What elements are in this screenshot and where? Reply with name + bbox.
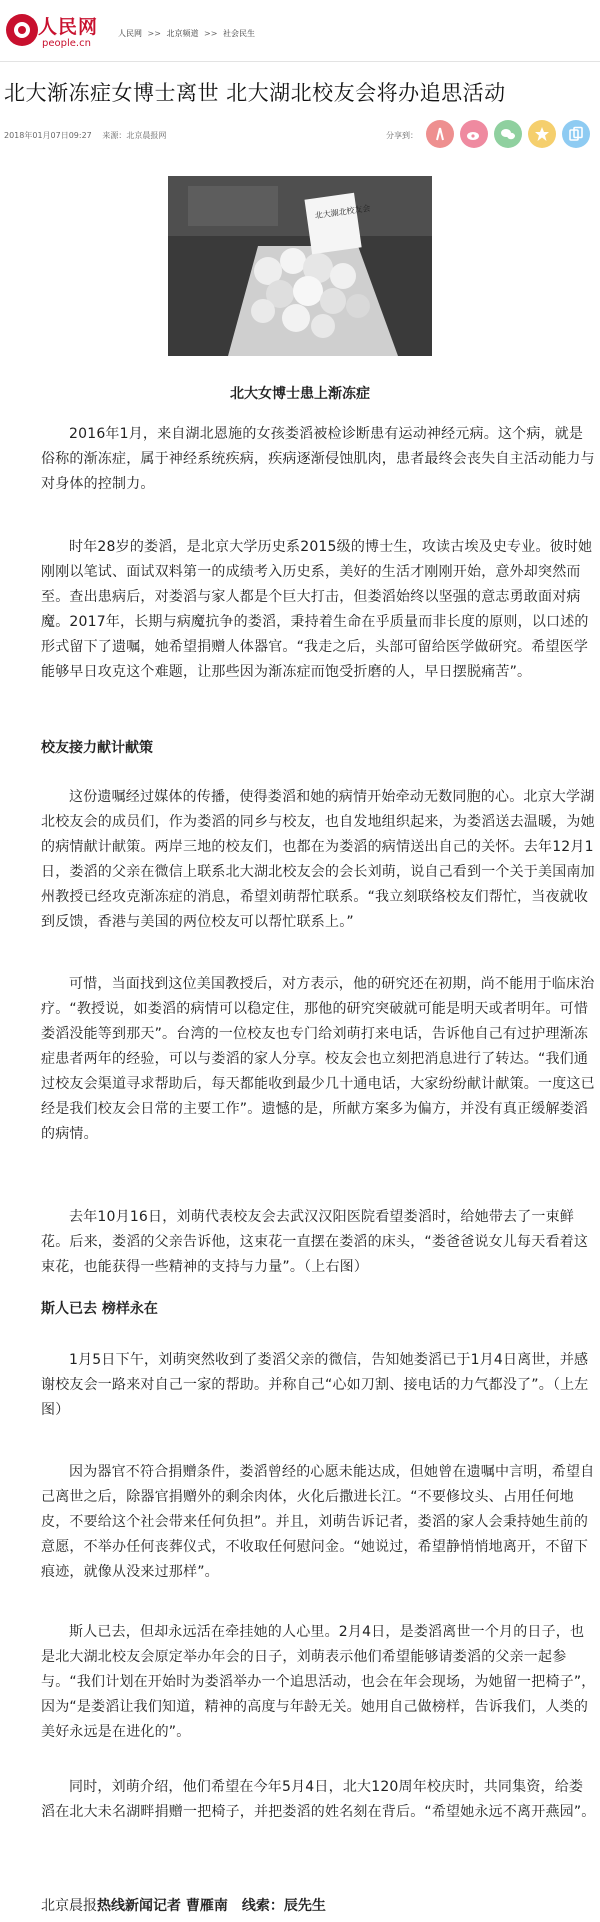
share-copy-button[interactable] <box>562 120 590 148</box>
section-heading-1: 北大女博士患上渐冻症 <box>230 386 370 402</box>
footer-source: 北京晨报 <box>41 1898 97 1914</box>
article-title: 北大渐冻症女博士离世 北大湖北校友会将办追思活动 <box>4 81 506 105</box>
paragraph-1: 2016年1月，来自湖北恩施的女孩娄滔被检诊断患有运动神经元病。这个病，就是俗称的渐冻症，属于神经系统疾病，疾病逐渐侵蚀肌肉，患者最终会丧失自主活动能力与对身体的控制力。 <box>41 426 595 492</box>
star-icon <box>534 126 550 142</box>
wechat-icon <box>500 126 516 142</box>
article-photo <box>168 176 432 356</box>
share-wechat-button[interactable] <box>494 120 522 148</box>
breadcrumb-society[interactable]: 社会民生 <box>223 29 255 38</box>
copy-icon <box>568 126 584 142</box>
weibo-icon <box>466 126 482 142</box>
card-text: 北大湖北校友会 <box>314 203 371 221</box>
publish-date: 2018年01月07日09:27 <box>4 131 92 140</box>
logo-domain: people.cn <box>42 38 91 49</box>
breadcrumb-home[interactable]: 人民网 <box>118 29 142 38</box>
paragraph-3: 这份遗嘱经过媒体的传播，使得娄滔和她的病情开始牵动无数同胞的心。北京大学湖北校友会的成员们，作为娄滔的同乡与校友，也自发地组织起来，为娄滔送去温暖，为她的病情献计献策。两岸三地的校友们，也都在为娄滔的病情送出自己的关怀。去年12月1日，娄滔的父亲在微信上联系北大湖北校友会的会长刘萌，说自己看到一个关于美国南加州教授已经攻克渐冻症的消息，希望刘萌帮忙联系。“我立刻联络校友们帮忙，当夜就收到反馈，香港与美国的两位校友可以帮忙联系上。” <box>41 789 595 930</box>
article-meta <box>4 130 174 141</box>
share-people-button[interactable] <box>426 120 454 148</box>
section-heading-2: 校友接力献计献策 <box>41 740 153 756</box>
site-header <box>0 0 600 62</box>
paragraph-2: 时年28岁的娄滔，是北京大学历史系2015级的博士生，攻读古埃及史专业。彼时她刚刚以笔试、面试双料第一的成绩考入历史系，美好的生活才刚刚开始，意外却突然而至。查出患病后，对娄滔与家人都是个巨大打击，但娄滔始终以坚强的意志勇敢面对病魔。2017年，长期与病魔抗争的娄滔，秉持着生命在乎质量而非长度的原则，以口述的形式留下了遗嘱，她希望捐赠人体器官。“我走之后，头部可留给医学做研究。希望医学能够早日攻克这个难题，让那些因为渐冻症而饱受折磨的人，早日摆脱痛苦”。 <box>41 539 593 680</box>
article-footer <box>41 1895 326 1915</box>
site-logo[interactable] <box>6 10 99 54</box>
breadcrumb-separator: >> <box>147 29 161 38</box>
logo-mark-icon <box>6 14 38 46</box>
breadcrumb-beijing[interactable]: 北京频道 <box>166 29 199 38</box>
section-heading-3: 斯人已去 榜样永在 <box>41 1301 158 1317</box>
people-share-icon <box>432 126 448 142</box>
share-weibo-button[interactable] <box>460 120 488 148</box>
article-source[interactable]: 来源：北京晨报网 <box>102 131 167 140</box>
share-label: 分享到： <box>386 131 418 140</box>
paragraph-8: 斯人已去，但却永远活在牵挂她的人心里。2月4日，是娄滔离世一个月的日子，也是北大湖北校友会原定举办年会的日子，刘萌表示他们希望能够请娄滔的父亲一起参与。“我们计划在开始时为娄滔举办一个追思活动，也会在年会现场，为她留一把椅子”，因为“是娄滔让我们知道，精神的高度与年龄无关。她用自己做榜样，告诉我们，人类的美好永远是在进化的”。 <box>41 1624 596 1740</box>
breadcrumb <box>118 28 258 39</box>
logo-text: 人民网 <box>38 16 99 38</box>
share-qzone-button[interactable] <box>528 120 556 148</box>
paragraph-9: 同时，刘萌介绍，他们希望在今年5月4日，北大120周年校庆时，共同集资，给娄滔在北大未名湖畔捐赠一把椅子，并把娄滔的姓名刻在背后。“希望她永远不离开燕园”。 <box>41 1779 596 1820</box>
breadcrumb-separator: >> <box>204 29 218 38</box>
footer-reporter: 热线新闻记者 曹雁南 线索：辰先生 <box>97 1898 326 1914</box>
paragraph-4: 可惜，当面找到这位美国教授后，对方表示，他的研究还在初期，尚不能用于临床治疗。“教授说，如娄滔的病情可以稳定住，那他的研究突破就可能是明天或者明年。可惜娄滔没能等到那天”。台湾的一位校友也专门给刘萌打来电话，告诉他自己有过护理渐冻症患者两年的经验，可以与娄滔的家人分享。校友会也立刻把消息进行了转达。“我们通过校友会渠道寻求帮助后，每天都能收到最少几十通电话，大家纷纷献计献策。一度这已经是我们校友会日常的主要工作”。遗憾的是，所献方案多为偏方，并没有真正缓解娄滔的病情。 <box>41 976 595 1142</box>
paragraph-7: 因为器官不符合捐赠条件，娄滔曾经的心愿未能达成，但她曾在遗嘱中言明，希望自己离世之后，除器官捐赠外的剩余肉体，火化后撒进长江。“不要修坟头、占用任何地皮，不要给这个社会带来任何负担”。并且，刘萌告诉记者，娄滔的家人会秉持她生前的意愿，不举办任何丧葬仪式，不收取任何慰问金。“她说过，希望静悄悄地离开，不留下痕迹，就像从没来过那样”。 <box>41 1464 595 1580</box>
paragraph-6: 1月5日下午，刘萌突然收到了娄滔父亲的微信，告知她娄滔已于1月4日离世，并感谢校友会一路来对自己一家的帮助。并称自己“心如刀割、接电话的力气都没了”。（上左图） <box>41 1352 589 1418</box>
paragraph-5: 去年10月16日，刘萌代表校友会去武汉汉阳医院看望娄滔时，给她带去了一束鲜花。后来，娄滔的父亲告诉他，这束花一直摆在娄滔的床头，“娄爸爸说女儿每天看着这束花，也能获得一些精神的支持与力量”。（上右图） <box>41 1209 589 1275</box>
flower-bouquet-image <box>168 176 432 356</box>
